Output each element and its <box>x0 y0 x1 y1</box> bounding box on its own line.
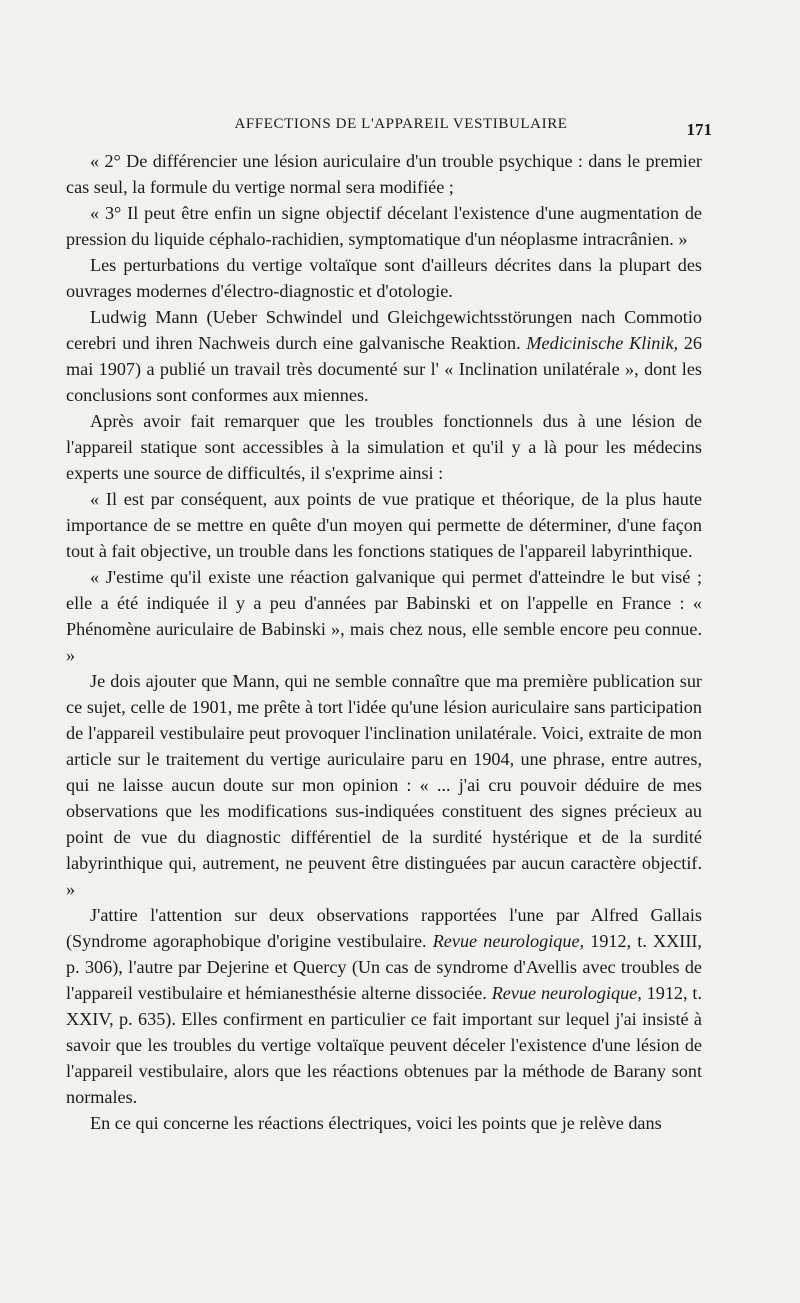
paragraph-9 <box>66 902 702 1110</box>
paragraph-1: « 2° De différencier une lésion auriculaire d'un trouble psychique : dans le premier cas seul, la formule du vertige normal sera modifiée ; <box>66 151 702 197</box>
running-head: AFFECTIONS DE L'APPAREIL VESTIBULAIRE <box>234 116 568 132</box>
paragraph-4 <box>66 304 702 408</box>
paragraph-2: « 3° Il peut être enfin un signe objectif décelant l'existence d'une augmentation de pression du liquide céphalo-rachidien, symptomatique d'un néoplasme intracrânien. » <box>66 203 702 249</box>
paragraph-7: « J'estime qu'il existe une réaction galvanique qui permet d'atteindre le but visé ; elle a été indiquée il y a peu d'années par Babinski et on l'appelle en France : « Phénomène auriculaire de Babinski », mais chez nous, elle semble encore peu connue. » <box>66 567 702 665</box>
journal-title: Medicinische Klinik, <box>526 333 679 353</box>
paragraph-10: En ce qui concerne les réactions électriques, voici les points que je relève dans <box>90 1113 662 1133</box>
page-header <box>86 116 716 144</box>
paragraph-8: Je dois ajouter que Mann, qui ne semble connaître que ma première publication sur ce sujet, celle de 1901, me prête à tort l'idée qu'une lésion auriculaire sans participation de l'appareil vestibulaire peut provoquer l'inclination unilatérale. Voici, extraite de mon article sur le traitement du vertige auriculaire paru en 1904, une phrase, entre autres, qui ne laisse aucun doute sur mon opinion : « ... j'ai cru pouvoir déduire de mes observations que les modifications sus-indiquées constituent des signes précieux au point de vue du diagnostic différentiel de la surdité hystérique et de la surdité labyrinthique qui, autrement, ne peuvent être distinguées par aucun caractère objectif. » <box>66 671 702 899</box>
paragraph-9-text-end: 1912, t. XXIV, p. 635). Elles confirment en particulier ce fait important sur lequel j'ai insisté à savoir que les troubles du vertige voltaïque peuvent déceler l'existence d'une lésion de l'appareil vestibulaire, alors que les réactions obtenues par la méthode de Barany sont normales. <box>66 983 703 1107</box>
body-text <box>66 148 702 1136</box>
paragraph-5: Après avoir fait remarquer que les troubles fonctionnels dus à une lésion de l'appareil statique sont accessibles à la simulation et qu'il y a là pour les médecins experts une source de difficultés, il s'exprime ainsi : <box>66 411 702 483</box>
paragraph-6: « Il est par conséquent, aux points de vue pratique et théorique, de la plus haute importance de se mettre en quête d'un moyen qui permette de déterminer, d'une façon tout à fait objective, un trouble dans les fonctions statiques de l'appareil labyrinthique. <box>66 489 702 561</box>
page-number: 171 <box>686 120 712 139</box>
journal-title: Revue neurologique, <box>491 983 642 1003</box>
paragraph-4-text: Ludwig Mann (Ueber Schwindel und Gleichgewichtsstörungen nach Commotio cerebri und ihren Nachweis durch eine galvanische Reaktion. <box>66 307 702 353</box>
paragraph-4-text-end: 26 mai 1907) a publié un travail très documenté sur l' « Inclination unilatérale », dont les conclusions sont conformes aux miennes. <box>66 333 702 405</box>
paragraph-3: Les perturbations du vertige voltaïque sont d'ailleurs décrites dans la plupart des ouvrages modernes d'électro-diagnostic et d'otologie. <box>66 255 702 301</box>
paragraph-9-text-mid: 1912, t. XXIII, p. 306), l'autre par Dejerine et Quercy (Un cas de syndrome d'Avellis avec troubles de l'appareil vestibulaire et hémianesthésie alterne dissociée. <box>66 931 702 1003</box>
journal-title: Revue neurologique, <box>432 931 585 951</box>
paragraph-9-text: J'attire l'attention sur deux observations rapportées l'une par Alfred Gallais (Syndrome agoraphobique d'origine vestibulaire. <box>66 905 702 951</box>
